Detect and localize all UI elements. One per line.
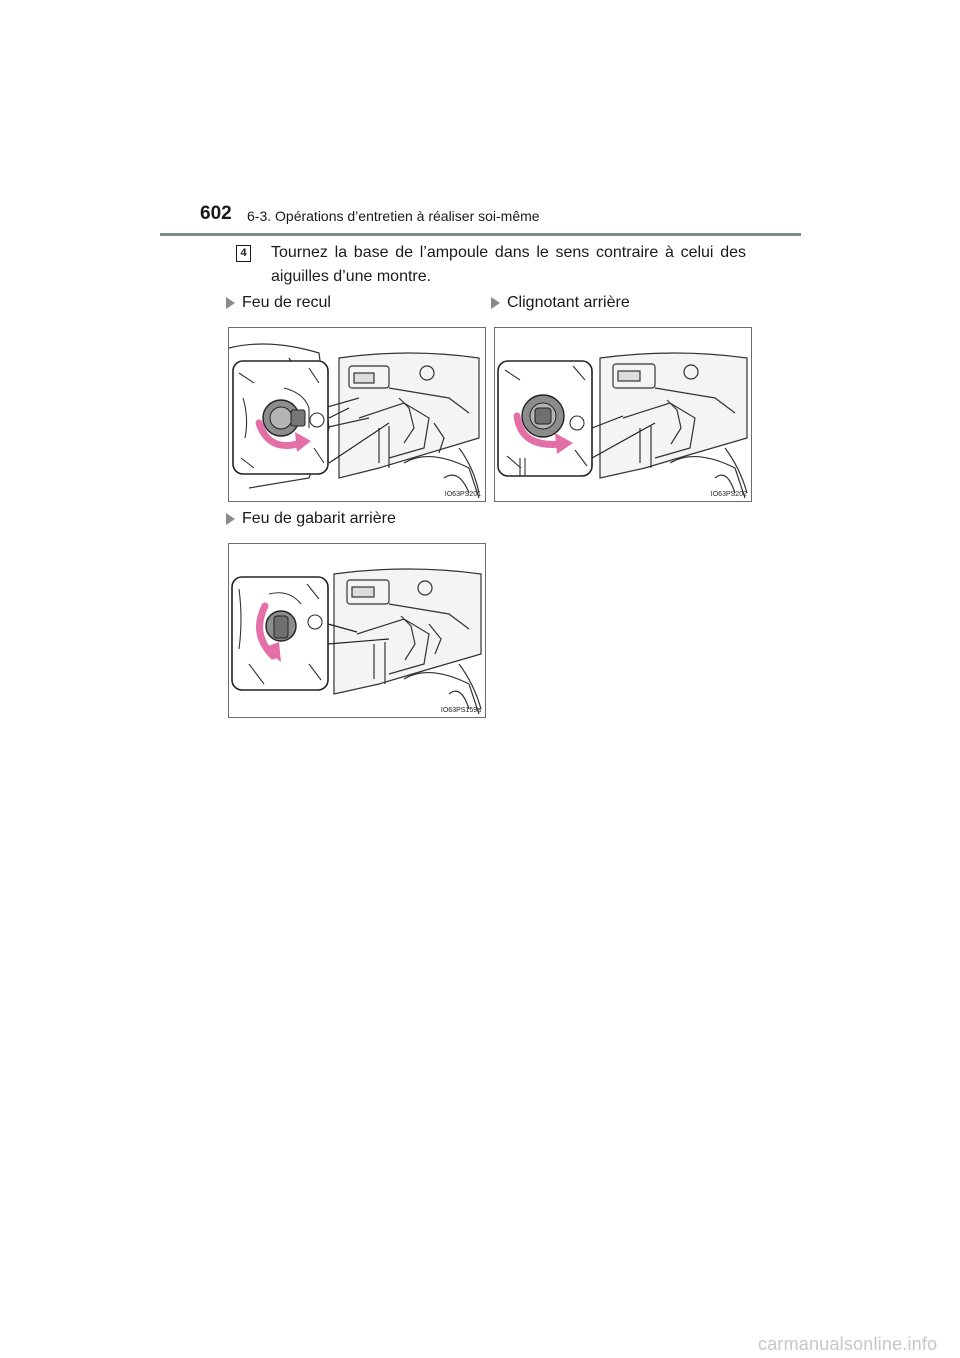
step-instruction: Tournez la base de l’ampoule dans le sens contraire à celui des aiguilles d’une montre. (271, 244, 746, 285)
figure-1-code: IO63PS201 (444, 491, 481, 498)
figure-2-title: Clignotant arrière (507, 294, 630, 311)
figure-rear-side-marker (228, 543, 486, 718)
header-divider (160, 233, 801, 236)
figure-3-title: Feu de gabarit arrière (242, 510, 396, 527)
figure-2-code: IO63PS202 (710, 491, 747, 498)
figure-1-title: Feu de recul (242, 294, 331, 311)
step-number-badge: 4 (236, 245, 251, 262)
figure-reverse-light (228, 327, 486, 502)
triangle-bullet-icon (226, 297, 235, 309)
figure-2-heading (491, 294, 630, 312)
page-number: 602 (200, 203, 232, 224)
watermark: carmanualsonline.info (758, 1334, 938, 1354)
figure-3-heading (226, 510, 396, 528)
figure-rear-turn-signal (494, 327, 752, 502)
illustration-reverse-light (229, 328, 485, 501)
triangle-bullet-icon (491, 297, 500, 309)
section-title: 6-3. Opérations d’entretien à réaliser soi-même (247, 208, 540, 224)
illustration-rear-turn-signal (495, 328, 751, 501)
figure-1-heading (226, 294, 331, 312)
triangle-bullet-icon (226, 513, 235, 525)
illustration-rear-side-marker (229, 544, 485, 717)
figure-3-code: IO63PS159a (440, 707, 481, 714)
